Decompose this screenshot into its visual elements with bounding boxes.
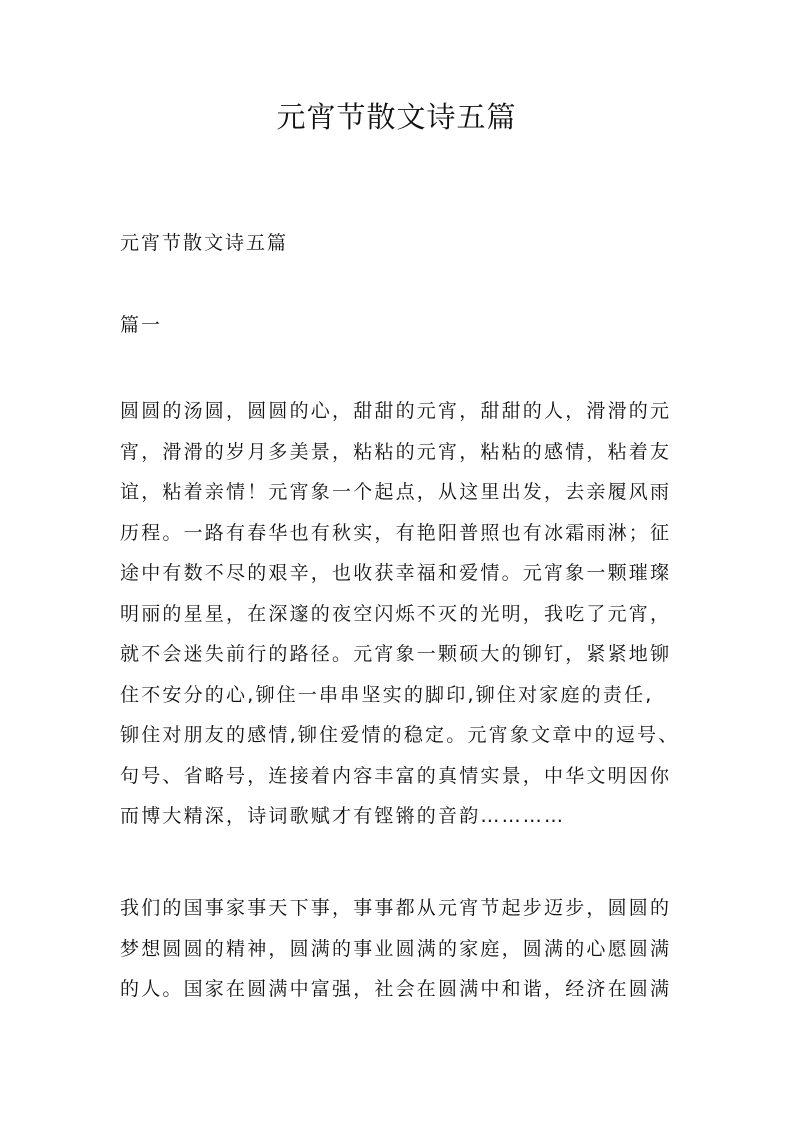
- paragraph-line: 谊，粘着亲情！元宵象一个起点，从这里出发，去亲履风雨: [120, 481, 672, 503]
- document-subtitle: 元宵节散文诗五篇: [120, 232, 289, 254]
- paragraph-1: [120, 391, 680, 837]
- paragraph-2: [120, 888, 680, 1010]
- paragraph-line: 明丽的星星，在深邃的夜空闪烁不灭的光明，我吃了元宵，: [120, 602, 672, 625]
- paragraph-line: 句号、省略号，连接着内容丰富的真情实景，中华文明因你: [120, 764, 672, 787]
- paragraph-line: 而博大精深，诗词歌赋才有铿锵的音韵…………: [120, 805, 566, 827]
- paragraph-line: 圆圆的汤圆，圆圆的心，甜甜的元宵，甜甜的人，滑滑的元: [120, 400, 672, 422]
- page-title: 元宵节散文诗五篇: [276, 100, 517, 134]
- paragraph-line: 宵，滑滑的岁月多美景，粘粘的元宵，粘粘的感情，粘着友: [120, 440, 672, 463]
- paragraph-line: 我们的国事家事天下事，事事都从元宵节起步迈步，圆圆的: [120, 897, 672, 919]
- paragraph-line: 的人。国家在圆满中富强，社会在圆满中和谐，经济在圆满: [120, 978, 672, 1000]
- section-heading: 篇一: [120, 314, 163, 336]
- paragraph-line: 住不安分的心,铆住一串串坚实的脚印,铆住对家庭的责任,: [120, 683, 654, 706]
- paragraph-line: 途中有数不尽的艰辛，也收获幸福和爱情。元宵象一颗璀璨: [120, 562, 672, 584]
- paragraph-line: 就不会迷失前行的路径。元宵象一颗硕大的铆钉，紧紧地铆: [120, 643, 672, 665]
- paragraph-line: 历程。一路有春华也有秋实，有艳阳普照也有冰霜雨淋；征: [120, 521, 672, 544]
- paragraph-line: 铆住对朋友的感情,铆住爱情的稳定。元宵象文章中的逗号、: [120, 724, 680, 746]
- paragraph-line: 梦想圆圆的精神，圆满的事业圆满的家庭，圆满的心愿圆满: [120, 937, 672, 960]
